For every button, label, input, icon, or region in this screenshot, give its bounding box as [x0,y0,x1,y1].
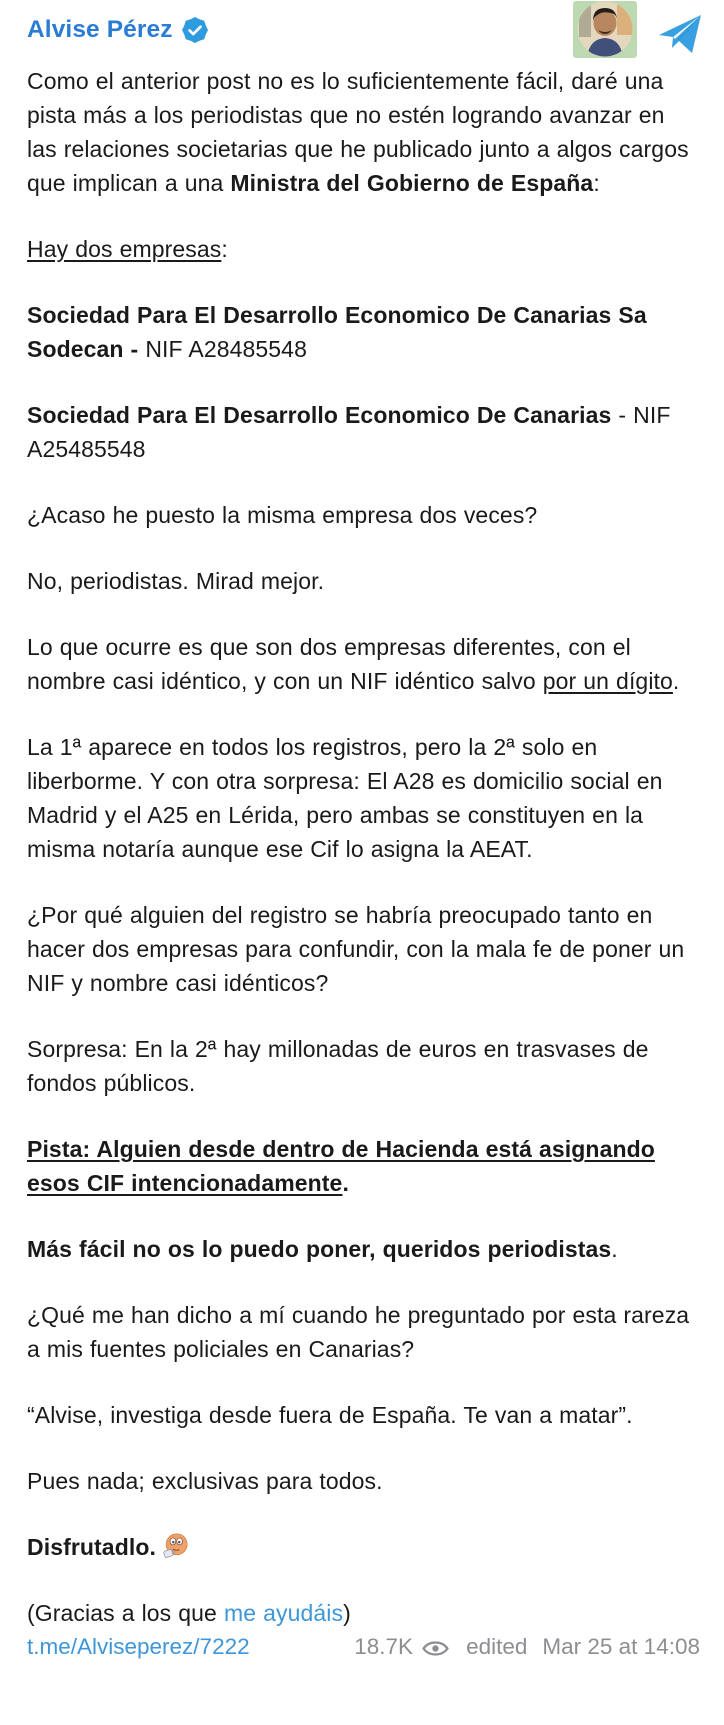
post-content [27,64,700,1630]
verified-badge-icon [182,17,208,43]
paragraph [27,1530,700,1564]
eye-icon [422,1638,449,1657]
views-count: 18.7K [354,1634,414,1659]
text-run: Más fácil no os lo puedo poner, queridos periodistas [27,1236,612,1262]
post-footer [27,1634,700,1660]
text-run: Pues nada; exclusivas para todos. [27,1468,383,1494]
text-run: No, periodistas. Mirad mejor. [27,568,325,594]
paragraph [27,898,700,1000]
text-run: ¿Qué me han dicho a mí cuando he preguntado por esta rareza a mis fuentes policiales en Canarias? [27,1302,690,1362]
paragraph [27,1298,700,1366]
paragraph [27,498,700,532]
paragraph [27,1596,700,1630]
edited-label: edited [466,1634,528,1659]
paragraph [27,1132,700,1200]
paragraph [27,564,700,598]
text-run: . [611,1236,618,1262]
text-run: Disfrutadlo. [27,1534,156,1560]
text-run: . [342,1170,349,1196]
text-run: Hay dos empresas [27,236,222,262]
timestamp: Mar 25 at 14:08 [542,1634,700,1659]
text-run: Sociedad Para El Desarrollo Economico De Canarias [27,402,612,428]
channel-name[interactable]: Alvise Pérez [27,16,173,43]
paragraph [27,298,700,366]
text-run: : [221,236,228,262]
text-run: Sociedad Para El Desarrollo Economico De Canarias Sa Sodecan - [27,302,647,362]
text-run: - NIF A25485548 [27,402,671,462]
paragraph [27,730,700,866]
text-run: Pista: Alguien desde dentro de Hacienda está asignando esos CIF intencionadamente [27,1136,655,1196]
text-run: por un dígito [542,668,673,694]
paragraph [27,232,700,266]
text-run: . [672,668,680,694]
paragraph [27,630,700,698]
text-run: Sorpresa: En la 2ª hay millonadas de euros en trasvases de fondos públicos. [27,1036,649,1096]
telegram-plane-icon[interactable] [658,13,702,55]
text-run: NIF A28485548 [138,336,307,362]
text-run: : [593,170,600,196]
paragraph [27,64,700,200]
inline-link[interactable]: me ayudáis [223,1600,344,1626]
text-run: La 1ª aparece en todos los registros, pero la 2ª solo en liberborme. Y con otra sorpresa: El A28 es domicilio social en Madrid y el A25 en Lérida, pero ambas se constituyen en la misma notaría aunque ese Cif lo asigna la AEAT. [27,734,663,862]
paragraph [27,1032,700,1100]
paragraph [27,1398,700,1432]
post-header [27,0,700,64]
avatar[interactable] [573,1,637,58]
text-run: Como el anterior post no es lo suficientemente fácil, daré una pista más a los periodistas que no estén logrando avanzar en las relaciones societarias que he publicado junto a algos cargos que implican a una [27,68,689,196]
paragraph [27,1232,700,1266]
text-run: “Alvise, investiga desde fuera de España. Te van a matar”. [27,1402,633,1428]
sipping-tea-emoji [160,1531,190,1561]
text-run: ¿Por qué alguien del registro se habría preocupado tanto en hacer dos empresas para confundir, con la mala fe de poner un NIF y nombre casi idénticos? [27,902,685,996]
text-run: ¿Acaso he puesto la misma empresa dos veces? [27,502,538,528]
text-run: ) [343,1600,351,1626]
paragraph [27,398,700,466]
post-link[interactable]: t.me/Alviseperez/7222 [27,1634,250,1659]
text-run: Lo que ocurre es que son dos empresas diferentes, con el nombre casi idéntico, y con un NIF idéntico salvo [27,634,631,694]
paragraph [27,1464,700,1498]
text-run: (Gracias a los que [27,1600,224,1626]
text-run: Ministra del Gobierno de España [230,170,594,196]
